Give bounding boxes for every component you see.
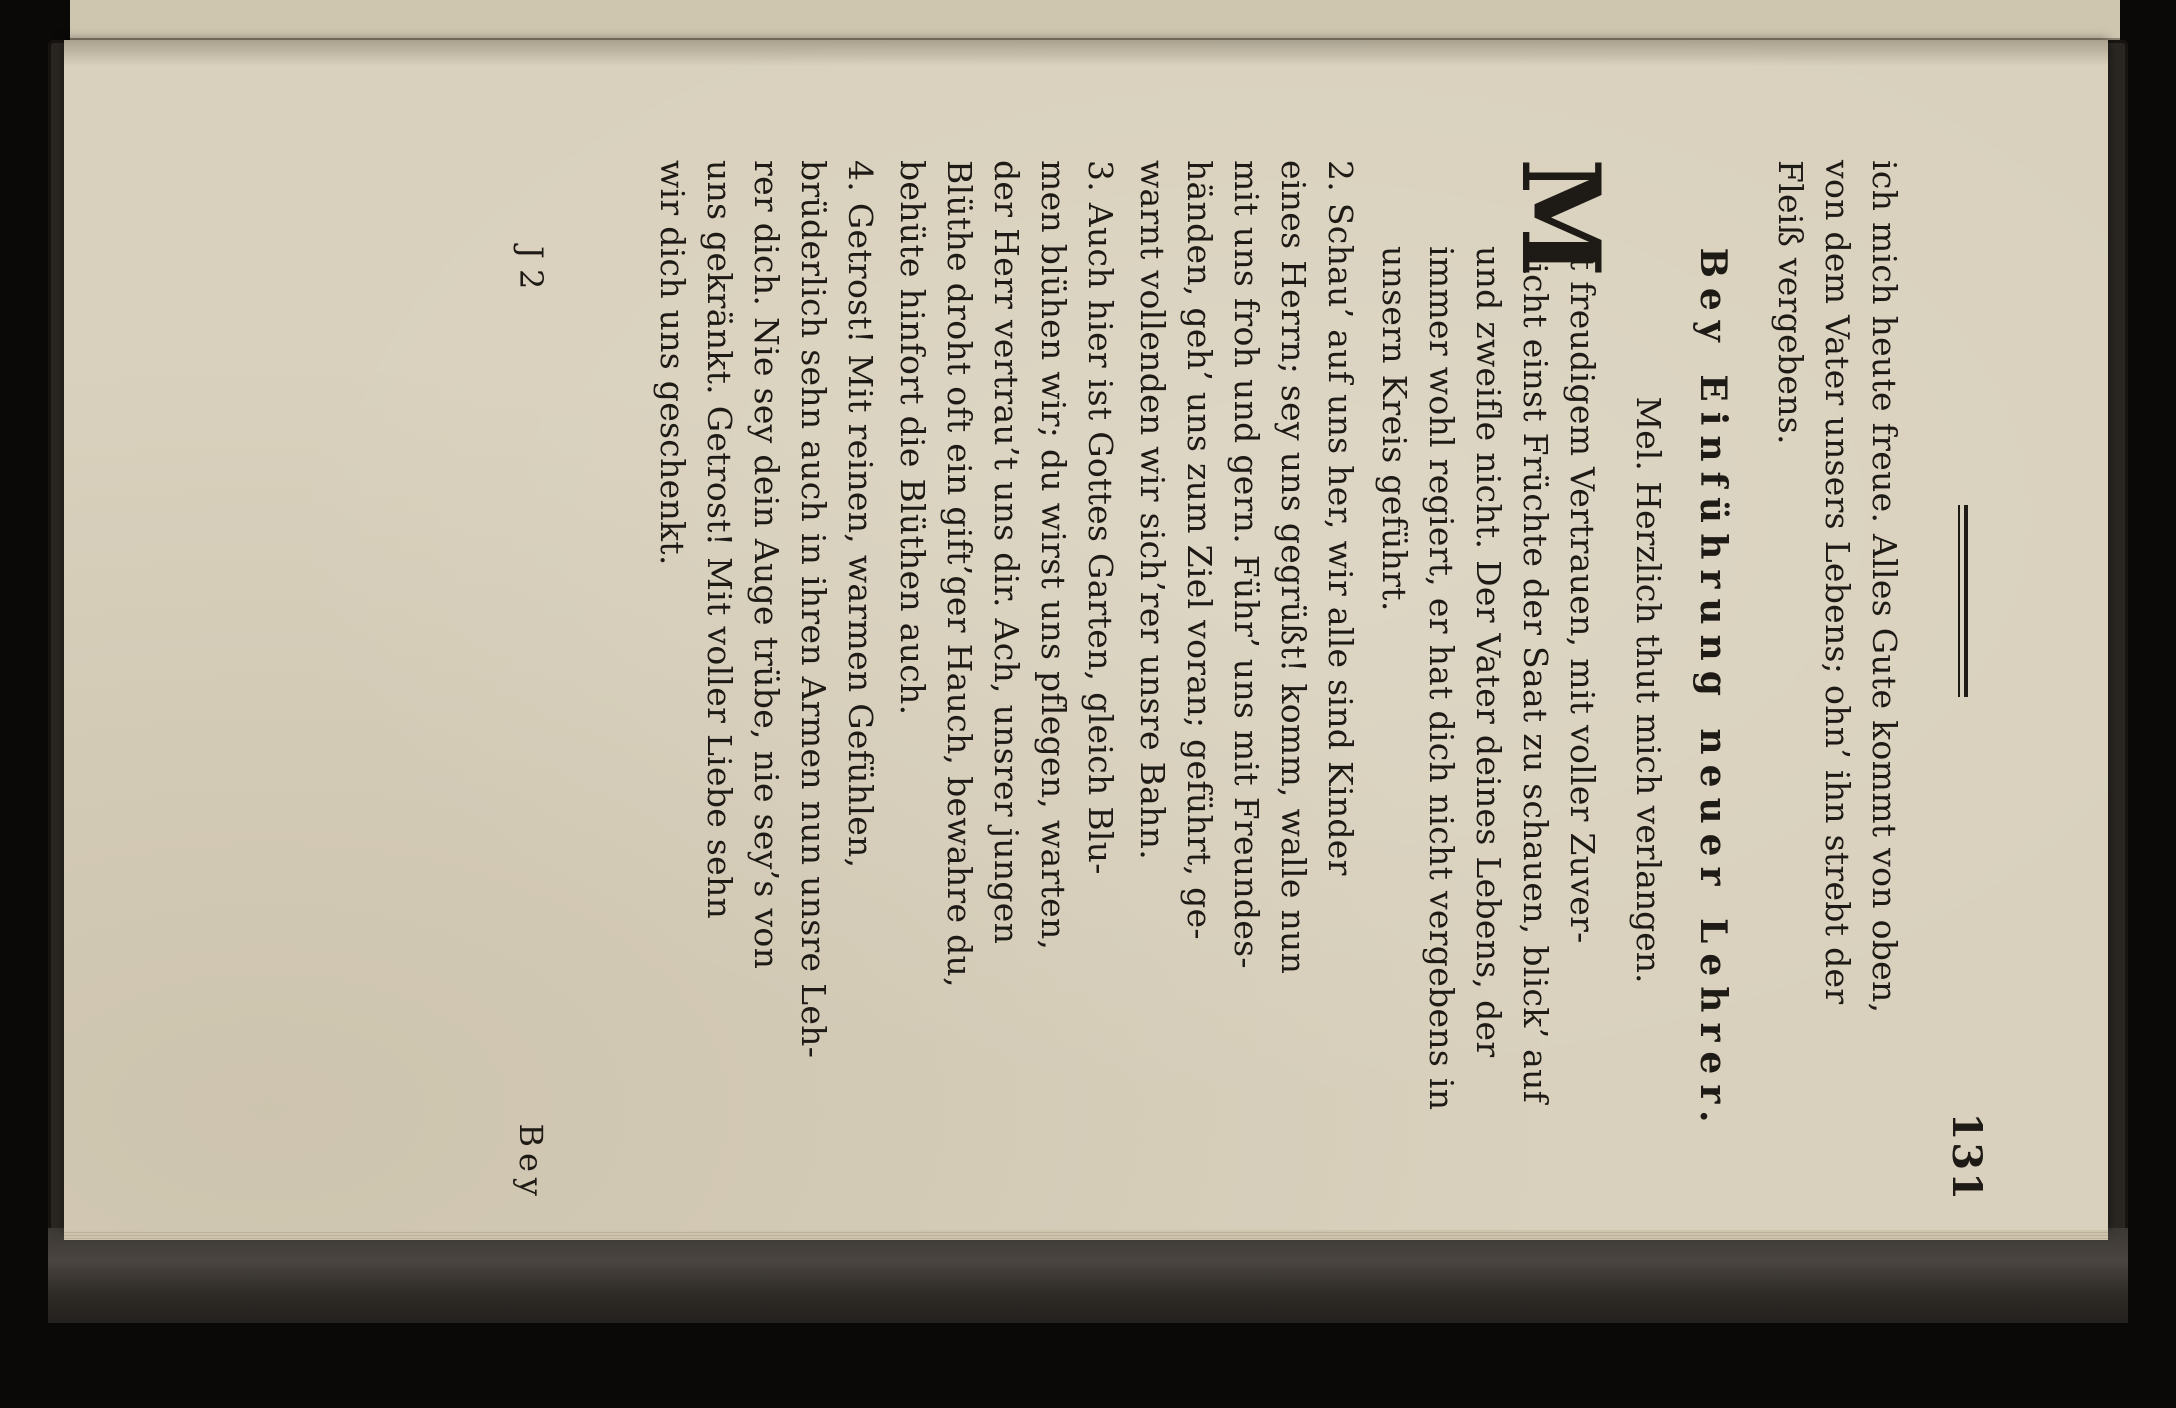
gutter-shadow: [64, 40, 2108, 66]
hymn-heading: Bey Einführung neuer Lehrer.: [1692, 247, 1734, 1133]
page-text-block: [450, 150, 1990, 1230]
verse-2: 2. Schau’ auf uns her, wir alle sind Kinder eines Herrn; sey uns gegrüßt! komm, walle nun mit uns froh und gern. Führ’ uns mit Freundes- händen, geh’ uns zum Ziel voran; geführt, ge- warnt vollenden wir sich’rer unsre Bahn.: [1133, 160, 1360, 975]
page-stack-edges: [64, 1230, 2108, 1240]
drop-cap: M: [1497, 158, 1623, 278]
catchword: Bey: [512, 1123, 550, 1202]
page-number: 131: [1943, 1112, 1990, 1202]
verse-3: 3. Auch hier ist Gottes Garten, gleich Blu- men blühen wir; du wirst uns pflegen, warten, der Herr vertrau’t uns dir. Ach, unsrer jungen Blüthe droht oft ein gift’ger Hauch, bewahre du, behüte hinfort die Blüthen auch.: [893, 160, 1120, 988]
facing-page-edge: [70, 0, 2120, 40]
header-rule-ornament: [1954, 505, 1968, 697]
verse-4: 4. Getrost! Mit reinen, warmen Gefühlen, brüderlich sehn auch in ihren Armen nun unsre Leh- rer dich. Nie sey dein Auge trübe, nie sey’s von uns gekränkt. Getrost! Mit voller Liebe sehn wir dich uns geschenkt.: [653, 160, 880, 1059]
continuation-text: ich mich heute freue. Alles Gute kommt von oben, von dem Vater unsers Lebens; ohn’ ihn strebt der Fleiß vergebens.: [1771, 160, 1904, 1014]
verse-1: it freudigem Vertrauen, mit voller Zuver- sicht einst Früchte der Saat zu schauen, blick’ auf und zweifle nicht. Der Vater deines Lebens, der immer wohl regiert, er hat dich nicht vergebens in unsern Kreis geführt.: [1375, 246, 1602, 1111]
signature-mark: J 2: [512, 246, 550, 290]
book-spine-edge: [48, 1228, 2128, 1323]
melody-line: Mel. Herzlich thut mich verlangen.: [1629, 396, 1668, 984]
